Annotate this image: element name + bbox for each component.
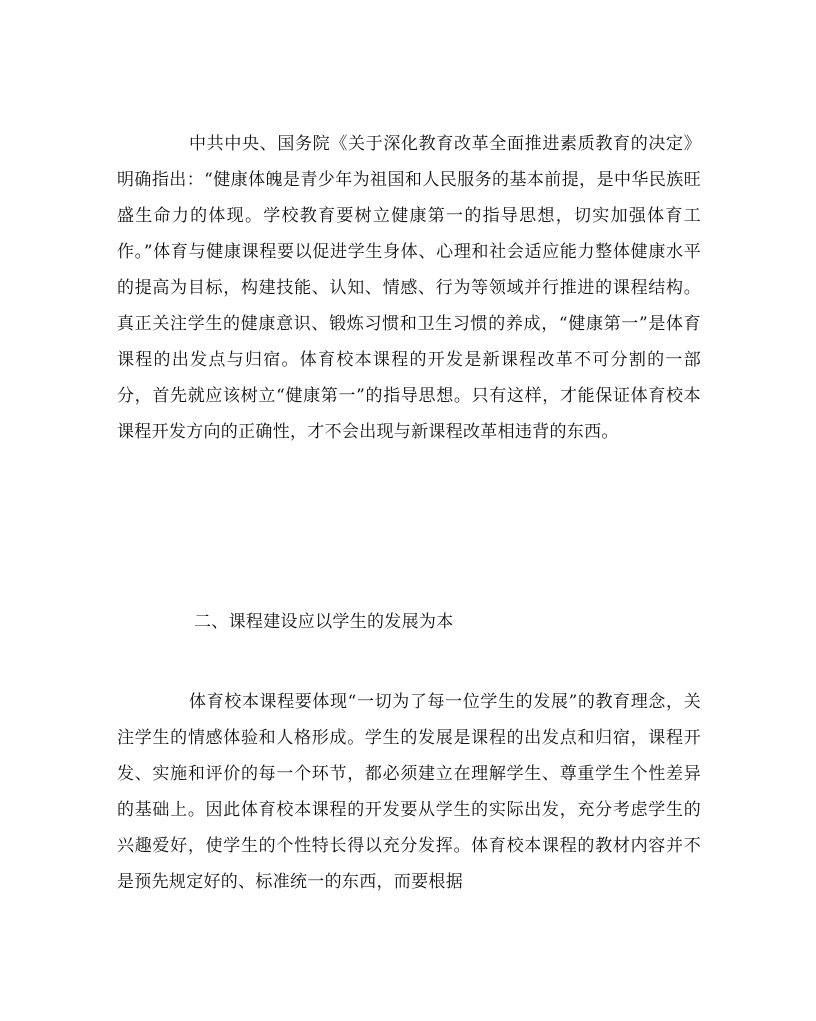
body-paragraph-2: 体育校本课程要体现“一切为了每一位学生的发展”的教育理念，关注学生的情感体验和人格形成。学生的发展是课程的出发点和归宿，课程开发、实施和评价的每一个环节，都必须建立在理解学生、尊重学生个性差异的基础上。因此体育校本课程的开发要从学生的实际出发，充分考虑学生的兴趣爱好，使学生的个性特长得以充分发挥。体育校本课程的教材内容并不是预先规定好的、标准统一的东西，而要根据 xyxy=(117,692,701,892)
body-paragraph-2-container xyxy=(117,684,701,900)
section-heading: 二、课程建设应以学生的发展为本 xyxy=(194,612,454,632)
body-paragraph-1: 中共中央、国务院《关于深化教育改革全面推进素质教育的决定》明确指出：“健康体魄是青少年为祖国和人民服务的基本前提，是中华民族旺盛生命力的体现。学校教育要树立健康第一的指导思想，切实加强体育工作。”体育与健康课程要以促进学生身体、心理和社会适应能力整体健康水平的提高为目标，构建技能、认知、情感、行为等领域并行推进的课程结构。真正关注学生的健康意识、锻炼习惯和卫生习惯的养成，“健康第一”是体育课程的出发点与归宿。体育校本课程的开发是新课程改革不可分割的一部分，首先就应该树立“健康第一”的指导思想。只有这样，才能保证体育校本课程开发方向的正确性，才不会出现与新课程改革相违背的东西。 xyxy=(117,134,701,442)
body-paragraph-1-container xyxy=(117,126,701,450)
section-heading-container xyxy=(117,604,701,640)
